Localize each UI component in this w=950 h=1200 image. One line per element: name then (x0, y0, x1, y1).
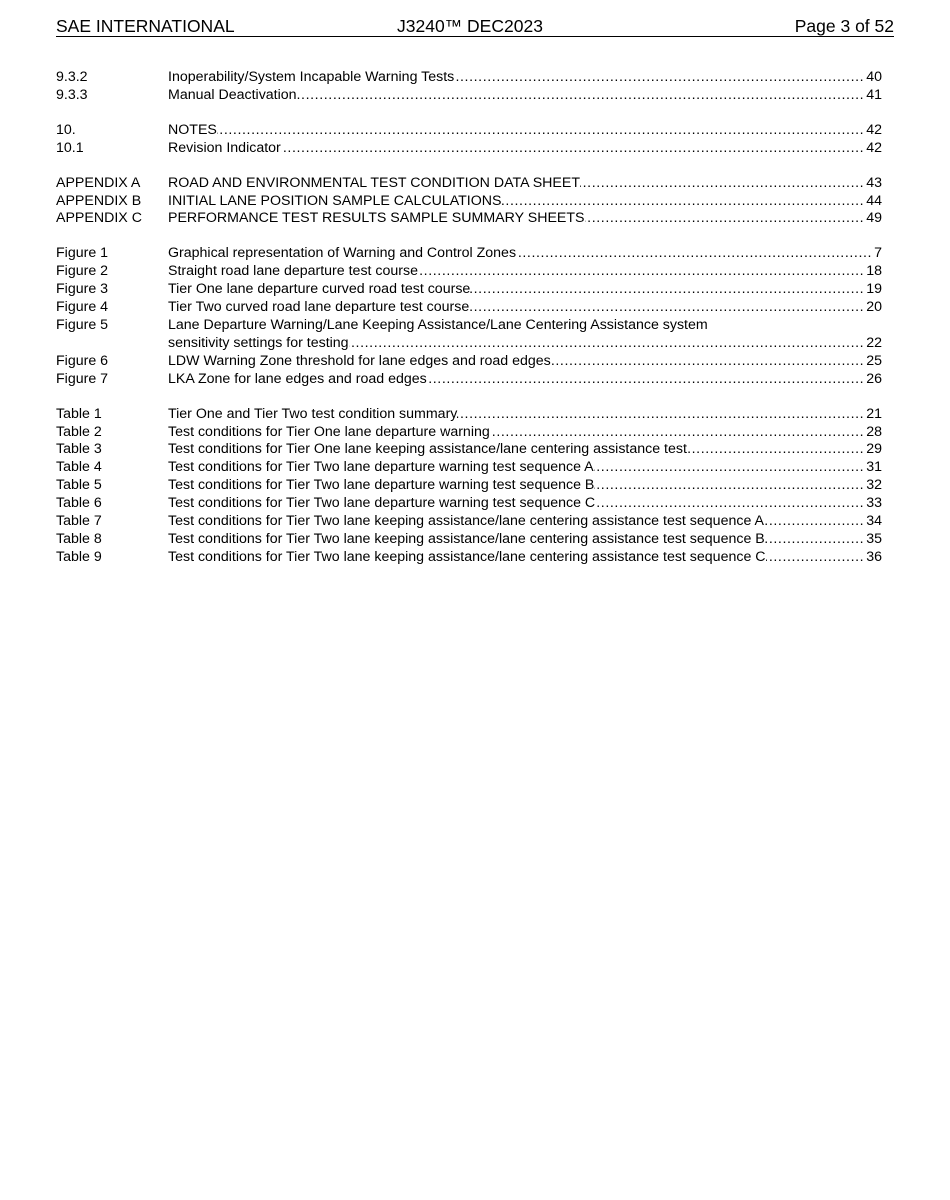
toc-entry[interactable] (56, 122, 882, 140)
dot-leader (427, 371, 864, 389)
toc-entry[interactable] (56, 477, 882, 495)
toc-entry-number: Figure 2 (56, 263, 109, 280)
toc-entry-page: 20 (866, 299, 882, 316)
toc-group-tables (56, 406, 882, 567)
toc-entry-title: PERFORMANCE TEST RESULTS SAMPLE SUMMARY SHEETS (168, 210, 585, 227)
toc-entry-number: Table 8 (56, 530, 102, 547)
toc-entry[interactable] (56, 193, 882, 211)
dot-leader (281, 140, 864, 158)
toc-entry-page: 40 (866, 69, 882, 85)
dot-leader (502, 193, 865, 211)
toc-entry[interactable] (56, 281, 882, 299)
dot-leader (551, 353, 864, 371)
toc-entry-title: INITIAL LANE POSITION SAMPLE CALCULATIONS (168, 192, 502, 209)
dot-leader (490, 424, 864, 442)
toc-entry-number: Figure 1 (56, 245, 109, 262)
toc-entry-title: Tier Two curved road lane departure test course (168, 299, 470, 316)
toc-entry-number: Table 9 (56, 548, 102, 565)
dot-leader (580, 175, 864, 193)
toc-entry-page: 49 (866, 210, 882, 227)
toc-entry-number: 9.3.3 (56, 86, 88, 103)
toc-entry-page: 36 (866, 548, 882, 565)
toc-entry[interactable] (56, 513, 882, 531)
toc-entry-number: Table 4 (56, 459, 102, 476)
toc-entry-title: Test conditions for Tier Two lane departure warning test sequence A (168, 459, 594, 476)
dot-leader (594, 459, 865, 477)
toc-group-appendices (56, 175, 882, 229)
toc-entry[interactable] (56, 245, 882, 263)
toc-entry-page: 22 (866, 334, 882, 351)
toc-entry-title: Test conditions for Tier One lane keeping assistance/lane centering assistance test (168, 441, 687, 458)
toc-entry-number: 9.3.2 (56, 69, 88, 85)
toc-entry-page: 19 (866, 281, 882, 298)
toc-entry[interactable] (56, 299, 882, 317)
dot-leader (418, 263, 864, 281)
dot-leader (595, 495, 864, 513)
toc-entry-page: 7 (874, 245, 882, 262)
toc-entry-number: Table 7 (56, 513, 102, 530)
toc-entry-page: 18 (866, 263, 882, 280)
toc-entry-number: APPENDIX C (56, 210, 142, 227)
toc-entry-title-line1: Lane Departure Warning/Lane Keeping Assistance/Lane Centering Assistance system (168, 316, 708, 333)
toc-entry-title: sensitivity settings for testing (168, 334, 349, 351)
toc-entry[interactable] (56, 317, 882, 353)
dot-leader (765, 531, 864, 549)
toc-entry[interactable] (56, 353, 882, 371)
toc-entry-number: 10.1 (56, 139, 84, 156)
toc-entry-title: Tier One lane departure curved road test course (168, 281, 471, 298)
toc-entry-number: Table 5 (56, 477, 102, 494)
toc-entry-page: 34 (866, 513, 882, 530)
toc-entry-page: 41 (866, 86, 882, 103)
toc-entry-number: Table 6 (56, 495, 102, 512)
toc-entry[interactable] (56, 495, 882, 513)
dot-leader (217, 122, 864, 140)
toc-entry-number: Figure 3 (56, 281, 109, 298)
toc-entry-number: Table 3 (56, 441, 102, 458)
dot-leader (457, 406, 864, 424)
toc-group-figures (56, 245, 882, 388)
toc-entry-title: Manual Deactivation (168, 86, 297, 103)
dot-leader (585, 210, 865, 228)
toc-entry-title: LDW Warning Zone threshold for lane edges and road edges (168, 352, 551, 369)
toc-entry[interactable] (56, 175, 882, 193)
dot-leader (516, 245, 872, 263)
toc-entry-page: 29 (866, 441, 882, 458)
toc-entry[interactable] (56, 140, 882, 158)
toc-entry-page: 28 (866, 423, 882, 440)
toc-entry-page: 21 (866, 405, 882, 422)
toc-entry-title: LKA Zone for lane edges and road edges (168, 370, 427, 387)
toc-group-sections (56, 69, 882, 105)
toc-entry-number: APPENDIX B (56, 192, 142, 209)
toc-entry-title: Test conditions for Tier Two lane keeping assistance/lane centering assistance test sequence C (168, 548, 766, 565)
toc-entry[interactable] (56, 424, 882, 442)
dot-leader (469, 299, 864, 317)
toc-entry-page: 33 (866, 495, 882, 512)
toc-entry-number: Figure 6 (56, 352, 109, 369)
toc-entry[interactable] (56, 406, 882, 424)
toc-entry-number: APPENDIX A (56, 174, 141, 191)
dot-leader (764, 513, 864, 531)
toc-entry[interactable] (56, 87, 882, 105)
toc-entry-title: ROAD AND ENVIRONMENTAL TEST CONDITION DATA SHEET (168, 174, 581, 191)
document-id: J3240™ DEC2023 (397, 16, 543, 36)
toc-entry-number: Figure 7 (56, 370, 109, 387)
toc-entry-title: Tier One and Tier Two test condition summary (168, 405, 458, 422)
toc-entry-title: Revision Indicator (168, 139, 281, 156)
toc-entry-page: 31 (866, 459, 882, 476)
toc-entry[interactable] (56, 549, 882, 567)
toc-entry-page: 25 (866, 352, 882, 369)
toc-entry-title: Test conditions for Tier Two lane keeping assistance/lane centering assistance test sequence B (168, 530, 765, 547)
table-of-contents (56, 69, 882, 584)
toc-entry[interactable] (56, 459, 882, 477)
toc-entry-title: Graphical representation of Warning and Control Zones (168, 245, 517, 262)
toc-entry[interactable] (56, 531, 882, 549)
dot-leader (687, 441, 864, 459)
toc-entry-title: Test conditions for Tier Two lane keeping assistance/lane centering assistance test sequence A (168, 513, 764, 530)
toc-entry-title: Straight road lane departure test course (168, 263, 419, 280)
toc-entry[interactable] (56, 263, 882, 281)
toc-entry-page: 43 (866, 174, 882, 191)
toc-entry[interactable] (56, 210, 882, 228)
publisher-name: SAE INTERNATIONAL (56, 16, 235, 36)
dot-leader (454, 69, 864, 87)
toc-entry-number: Table 1 (56, 405, 102, 422)
toc-entry-title: Test conditions for Tier Two lane departure warning test sequence B (168, 477, 595, 494)
toc-entry-number: Figure 4 (56, 299, 109, 316)
toc-entry-title: Test conditions for Tier One lane departure warning (168, 423, 490, 440)
toc-entry-page: 26 (866, 370, 882, 387)
dot-leader (297, 87, 865, 105)
toc-entry-number: Figure 5 (56, 316, 109, 333)
dot-leader (594, 477, 864, 495)
dot-leader (349, 335, 865, 353)
toc-entry-page: 42 (866, 121, 882, 138)
toc-entry[interactable] (56, 441, 882, 459)
dot-leader (470, 281, 864, 299)
toc-entry-title: Test conditions for Tier Two lane departure warning test sequence C (168, 495, 596, 512)
toc-entry[interactable] (56, 371, 882, 389)
toc-entry-number: 10. (56, 121, 76, 138)
toc-entry-page: 44 (866, 192, 882, 209)
page-header (56, 16, 894, 37)
toc-entry-page: 42 (866, 139, 882, 156)
toc-entry-title: NOTES (168, 121, 217, 138)
toc-entry-page: 32 (866, 477, 882, 494)
toc-entry[interactable] (56, 69, 882, 87)
page-number: Page 3 of 52 (794, 16, 894, 36)
toc-entry-title: Inoperability/System Incapable Warning Tests (168, 69, 455, 85)
toc-entry-page: 35 (866, 530, 882, 547)
toc-group-notes (56, 122, 882, 158)
toc-entry-number: Table 2 (56, 423, 102, 440)
dot-leader (766, 549, 865, 567)
